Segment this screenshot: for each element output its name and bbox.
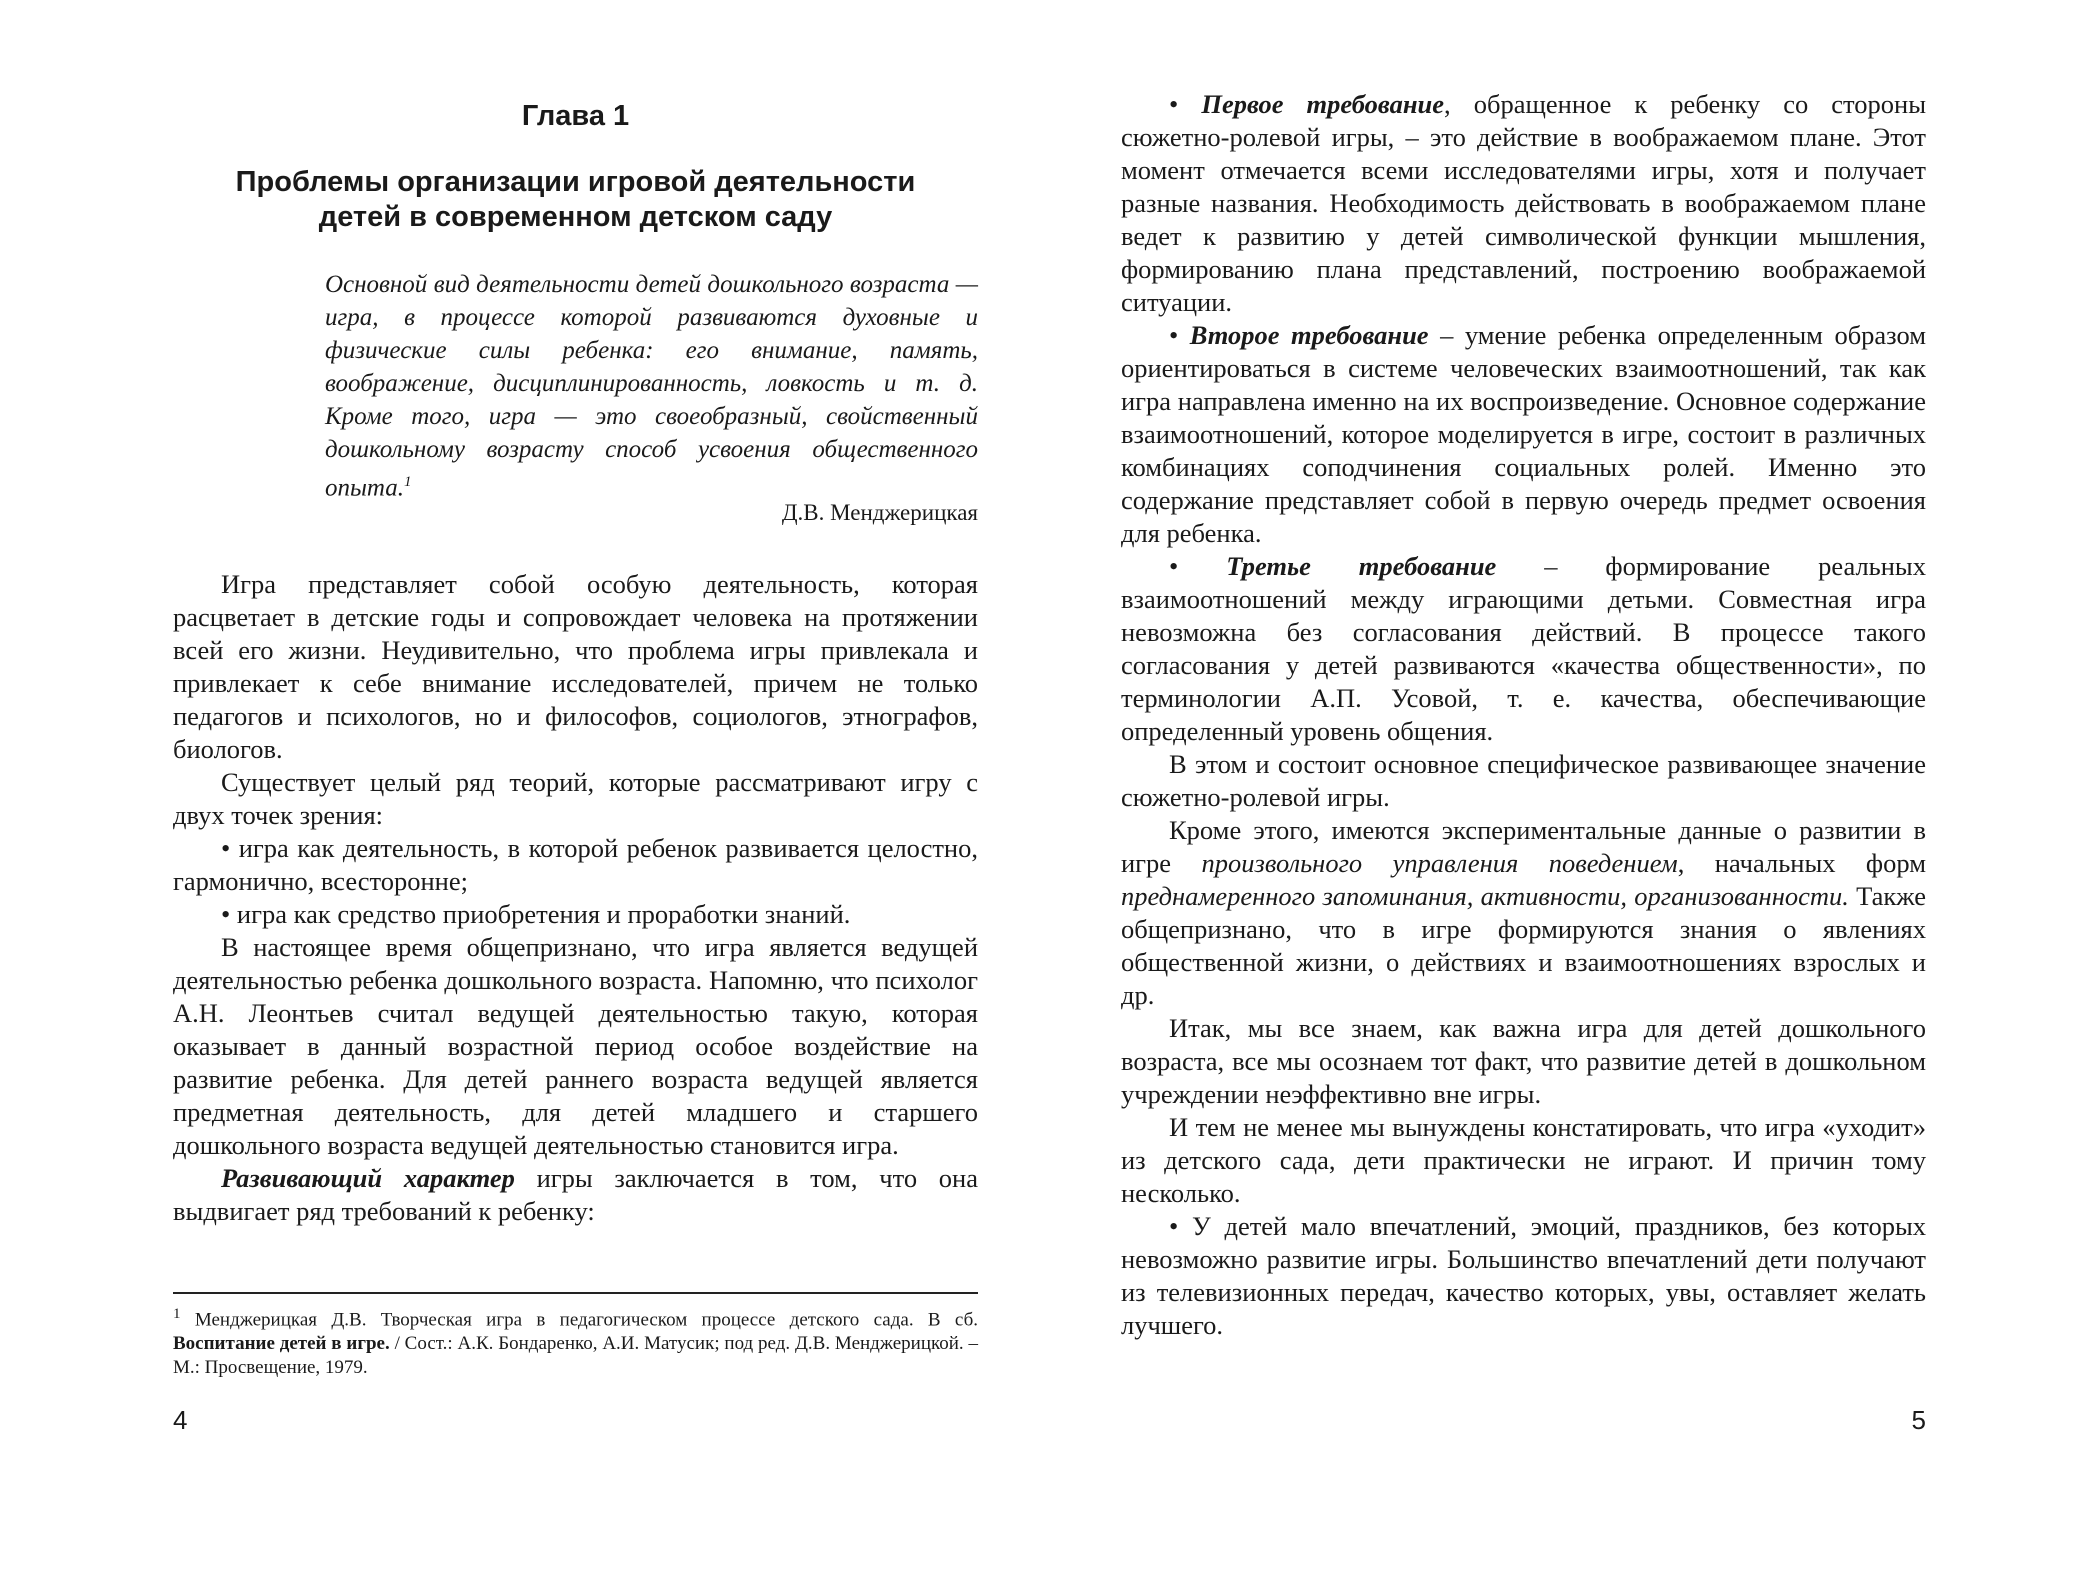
footnote-text: Менджерицкая Д.В. Творческая игра в педагогическом процессе детского сада. В сб. bbox=[180, 1309, 978, 1331]
page-number: 5 bbox=[1911, 1405, 1926, 1435]
paragraph-rest: игры заключается в том, что она выдвигает ряд требований к ребенку: bbox=[173, 1163, 978, 1226]
chapter-heading: Глава 1 bbox=[521, 100, 630, 132]
paragraph-part: , начальных форм bbox=[1677, 848, 1926, 878]
paragraph-part: Кроме этого, имеются экспериментальные данные о развитии в игре bbox=[1121, 815, 1926, 878]
paragraph: Игра представляет собой особую деятельность, которая расцветает в детские годы и сопровождает человека на протяжении всей его жизни. Неудивительно, что проблема игры привлекала и привлекает к себе внимание исследователей, причем не только педагогов и психологов, но и философов, социологов, этнографов, биологов. bbox=[173, 569, 978, 764]
paragraph bbox=[173, 1162, 978, 1228]
emphasis: произвольного управления поведением bbox=[1201, 848, 1678, 878]
bullet-item: • У детей мало впечатлений, эмоций, праздников, без которых невозможно развитие игры. Большинство впечатлений дети получают из телевизионных передач, качество которых, увы, оставляет желать лучшего. bbox=[1121, 1211, 1926, 1340]
footnote-mark: 1 bbox=[173, 1306, 181, 1322]
emphasis: Третье требование bbox=[1226, 551, 1497, 581]
paragraph: И тем не менее мы вынуждены констатировать, что игра «уходит» из детского сада, дети практически не играют. И причин тому несколько. bbox=[1121, 1112, 1926, 1208]
title-line-2: детей в современном детском саду bbox=[318, 201, 833, 233]
emphasis: Второе требование bbox=[1189, 320, 1429, 350]
right-body-text bbox=[1121, 88, 1926, 1342]
footnote-book-title: Воспитание детей в игре. bbox=[173, 1333, 390, 1355]
paragraph: Итак, мы все знаем, как важна игра для детей дошкольного возраста, все мы осознаем тот факт, что развитие детей в дошкольном учреждении неэффективно вне игры. bbox=[1121, 1013, 1926, 1109]
bullet-item: • игра как средство приобретения и проработки знаний. bbox=[221, 899, 851, 929]
emphasis: преднамеренного запоминания, активности, организованности. bbox=[1121, 881, 1849, 911]
epigraph bbox=[325, 268, 978, 504]
title-line-1: Проблемы организации игровой деятельности bbox=[235, 166, 916, 198]
paragraph-part: Также общепризнано, что в игре формируются знания о явлениях общественной жизни, о действиях и взаимоотношениях взрослых и др. bbox=[1121, 881, 1926, 1010]
paragraph-rest: – формирование реальных взаимоотношений между играющими детьми. Совместная игра невозможна без согласования действий. В процессе такого согласования у детей развиваются «качества общественности», по терминологии А.П. Усовой, т. е. качества, обеспечивающие определенный уровень общения. bbox=[1121, 551, 1926, 746]
footnote bbox=[173, 1302, 978, 1380]
requirement-item: • Первое требование, обращенное к ребенку со стороны сюжетно-ролевой игры, – это действие в воображаемом плане. Этот момент отмечается всеми исследователями игры, хотя и получает разные названия. Необходимость действовать в воображаемом плане ведет к развитию у детей символической функции мышления, формированию плана представлений, построению воображаемой ситуации. bbox=[1121, 89, 1926, 317]
paragraph: В этом и состоит основное специфическое развивающее значение сюжетно-ролевой игры. bbox=[1121, 749, 1926, 812]
page-number: 4 bbox=[173, 1405, 188, 1435]
epigraph-footnote-ref: 1 bbox=[404, 474, 412, 490]
epigraph-text: Основной вид деятельности детей дошкольного возраста — игра, в процессе которой развиваются духовные и физические силы ребенка: его внимание, память, воображение, дисциплинированность, ловкость и т. д. Кроме того, игра — это своеобразный, свойственный дошкольному возрасту способ усвоения общественного опыта. bbox=[325, 271, 978, 502]
paragraph: В настоящее время общепризнано, что игра является ведущей деятельностью ребенка дошкольного возраста. Напомню, что психолог А.Н. Леонтьев считал ведущей деятельностью такую, которая оказывает в данный возрастной период особое воздействие на развитие ребенка. Для детей раннего возраста ведущей является предметная деятельность, для детей младшего и старшего дошкольного возраста ведущей деятельностью становится игра. bbox=[173, 932, 978, 1160]
bullet-item: • игра как деятельность, в которой ребенок развивается целостно, гармонично, всесторонне; bbox=[173, 833, 978, 896]
paragraph bbox=[1121, 814, 1926, 1012]
paragraph: Существует целый ряд теорий, которые рассматривают игру с двух точек зрения: bbox=[173, 767, 978, 830]
requirement-item: • Второе требование – умение ребенка определенным образом ориентироваться в системе человеческих взаимоотношений, так как игра направлена именно на их воспроизведение. Основное содержание взаимоотношений, которое моделируется в игре, состоит в различных комбинациях соподчинения социальных ролей. Именно это содержание представляет собой в первую очередь предмет освоения для ребенка. bbox=[1121, 320, 1927, 548]
emphasis: Развивающий характер bbox=[221, 1163, 515, 1193]
chapter-title bbox=[173, 165, 978, 235]
paragraph-rest: , обращенное к ребенку со стороны сюжетно-ролевой игры, – это действие в воображаемом плане. Этот момент отмечается всеми исследователями игры, хотя и получает разные названия. Необходимость действовать в воображаемом плане ведет к развитию у детей символической функции мышления, формированию плана представлений, построению воображаемой ситуации. bbox=[1121, 89, 1926, 317]
footnote-divider bbox=[173, 1292, 978, 1294]
paragraph-rest: – умение ребенка определенным образом ориентироваться в системе человеческих взаимоотношений, так как игра направлена именно на их воспроизведение. Основное содержание взаимоотношений, которое моделируется в игре, состоит в различных комбинациях соподчинения социальных ролей. Именно это содержание представляет собой в первую очередь предмет освоения для ребенка. bbox=[1121, 320, 1927, 548]
epigraph-author: Д.В. Менджерицкая bbox=[781, 500, 978, 525]
requirement-item: • Третье требование – формирование реальных взаимоотношений между играющими детьми. Совместная игра невозможна без согласования действий. В процессе такого согласования у детей развиваются «качества общественности», по терминологии А.П. Усовой, т. е. качества, обеспечивающие определенный уровень общения. bbox=[1121, 551, 1926, 746]
footnote-text: / Сост.: А.К. Бондаренко, А.И. Матусик; под ред. Д.В. Менджерицкой. – М.: Просвещение, 1979. bbox=[173, 1333, 978, 1379]
emphasis: Первое требование bbox=[1201, 89, 1445, 119]
left-body-text bbox=[173, 568, 978, 1228]
